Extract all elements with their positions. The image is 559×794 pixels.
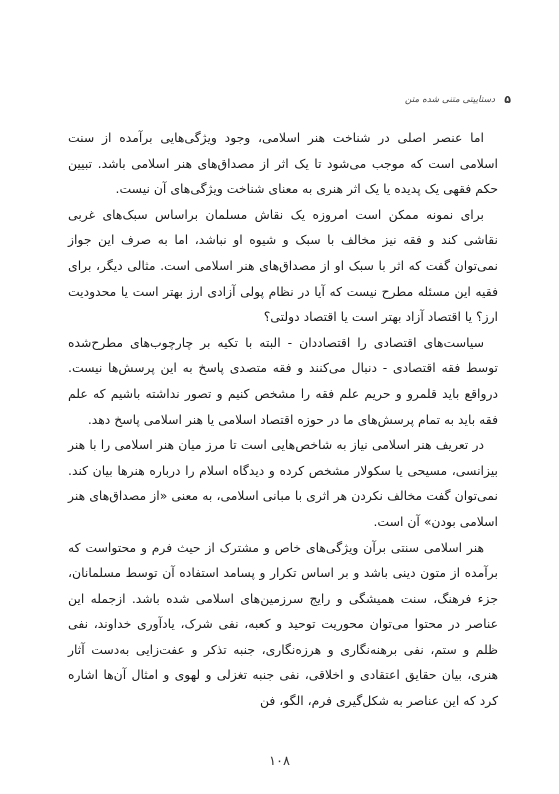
running-header [0, 95, 559, 111]
paragraph-4: در تعریف هنر اسلامی نیاز به شاخص‌هایی است تا مرز میان هنر اسلامی را با هنر بیزانسی، مسیحی یا سکولار مشخص کرده و دیدگاه اسلام را درباره هنرها بیان کند. نمی‌توان گفت مخالف نکردن هر اثری با مبانی اسلامی، به معنی «از مصداق‌های هنر اسلامی بودن» آن است. [68, 437, 498, 529]
page-number: ۱۰۸ [269, 754, 290, 769]
header-page-glyph: ۵ [504, 93, 511, 106]
header-title: دستاییتی متنی شده متن [404, 95, 495, 105]
body-text [68, 125, 498, 714]
paragraph-2: برای نمونه ممکن است امروزه یک نقاش مسلمان براساس سبک‌های غربی نقاشی کند و فقه نیز مخالف با سبک و شیوه او نباشد، اما به صرف این جواز نمی‌توان گفت که اثر با سبک او از مصداق‌های هنر اسلامی است. مثالی دیگر، برای فقیه این مسئله مطرح نیست که آیا در نظام پولی آزادی ارز بهتر است یا محدودیت ارز؟ یا اقتصاد آزاد بهتر است یا اقتصاد دولتی؟ [68, 206, 498, 325]
paragraph-5: هنر اسلامی سنتی برآن ویژگی‌های خاص و مشترک از حیث فرم و محتواست که برآمده از متون دینی باشد و بر اساس تکرار و پسامد استفاده آن توسط مسلمانان، جزء فرهنگ، سنت همیشگی و رایج سرزمین‌های اسلامی شده باشد. ازجمله این عناصر در محتوا می‌توان محوریت توحید و کعبه، نفی شرک، یادآوری خداوند، نفی ظلم و ستم، نفی برهنه‌نگاری و هرزه‌نگاری، جنبه تذکر و عفت‌زایی به‌دست آثار هنری، بیان حقایق اعتقادی و اخلاقی، نفی جنبه تغزلی و لهوی و امثال آن‌ها اشاره کرد که این عناصر به شکل‌گیری فرم، الگو، فن [68, 539, 498, 709]
paragraph-3: سیاست‌های اقتصادی را اقتصاددان - البته با تکیه بر چارچوب‌های مطرح‌شده توسط فقه اقتصادی - دنبال می‌کنند و فقه متصدی پاسخ به این پرسش‌ها نیست. درواقع باید قلمرو و حریم علم فقه را مشخص کنیم و تصور نداشته باشیم که علم فقه باید به تمام پرسش‌های ما در حوزه اقتصاد اسلامی یا هنر اسلامی پاسخ دهد. [68, 334, 498, 427]
paragraph-1: اما عنصر اصلی در شناخت هنر اسلامی، وجود ویژگی‌هایی برآمده از سنت اسلامی است که موجب می‌شود تا یک اثر از مصداق‌های هنر اسلامی باشد. تبیین حکم فقهی یک پدیده یا یک اثر هنری به معنای شناخت ویژگی‌های آن نیست. [68, 130, 498, 197]
